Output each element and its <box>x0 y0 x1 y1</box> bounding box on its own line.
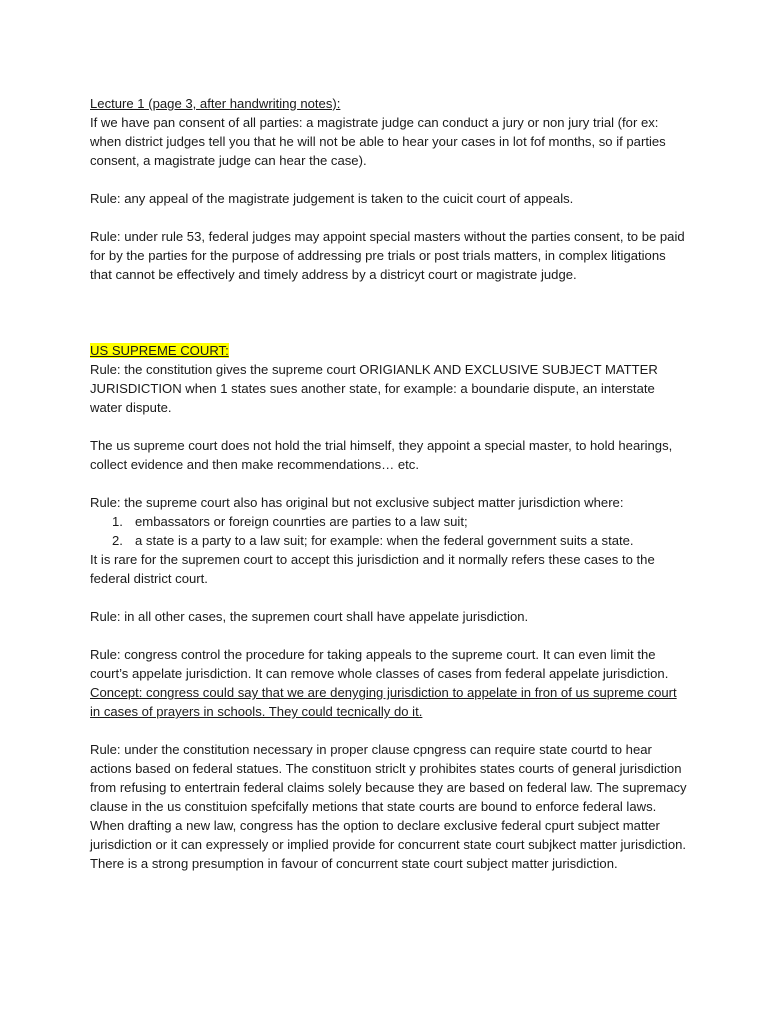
list-item-text: embassators or foreign counrties are parties to a law suit; <box>135 514 468 529</box>
supreme-court-heading-text: US SUPREME COURT: <box>90 343 229 358</box>
rule-not-exclusive: Rule: the supreme court also has original but not exclusive subject matter jurisdiction where: <box>90 495 624 510</box>
rule-appellate: Rule: in all other cases, the supremen court shall have appelate jurisdiction. <box>90 609 529 624</box>
list-item-text: a state is a party to a law suit; for example: when the federal government suits a state. <box>135 533 634 548</box>
concept-text: Concept: congress could say that we are denyging jurisdiction to appelate in fron of us supreme court in cases of prayers in schools. They could tecnically do it. <box>90 685 677 719</box>
lecture-heading <box>90 94 690 113</box>
concept-paragraph <box>90 683 690 721</box>
special-master-paragraph: The us supreme court does not hold the trial himself, they appoint a special master, to hold hearings, collect evidence and then make recommendations… etc. <box>90 438 673 472</box>
rare-jurisdiction-paragraph: It is rare for the supremen court to accept this jurisdiction and it normally refers these cases to the federal district court. <box>90 552 655 586</box>
jurisdiction-list <box>90 512 690 550</box>
document-page <box>90 94 690 873</box>
list-item <box>90 531 690 550</box>
rule-53: Rule: under rule 53, federal judges may appoint special masters without the parties consent, to be paid for by the parties for the purpose of addressing pre trials or post trials matters, in complex litigations that cannot be effectively and timely address by a districyt court or magistrate judge. <box>90 229 685 282</box>
rule-appeal: Rule: any appeal of the magistrate judgement is taken to the cuicit court of appeals. <box>90 191 574 206</box>
list-item-number: 1. <box>112 514 123 529</box>
list-item-number: 2. <box>112 533 123 548</box>
rule-necessary-proper: Rule: under the constitution necessary in proper clause cpngress can require state courtd to hear actions based on federal statues. The constituon striclt y prohibites states courts of general jurisdiction from refusing to entertrain federal claims solely because they are based on federal law. The supremacy clause in the us constituion spefcifally metions that state courts are bound to enforce federal laws. When drafting a new law, congress has the option to declare exclusive federal cpurt subject matter jurisdiction or it can expressely or implied provide for concurrent state court subjkect matter jurisdiction. There is a strong presumption in favour of concurrent state court subject matter jurisdiction. <box>90 742 687 871</box>
rule-original-jurisdiction: Rule: the constitution gives the supreme court ORIGIANLK AND EXCLUSIVE SUBJECT MATTER JURISDICTION when 1 states sues another state, for example: a boundarie dispute, an interstate water dispute. <box>90 362 658 415</box>
supreme-court-heading <box>90 341 690 360</box>
lecture-heading-text: Lecture 1 (page 3, after handwriting notes): <box>90 96 341 111</box>
list-item <box>90 512 690 531</box>
rule-congress: Rule: congress control the procedure for taking appeals to the supreme court. It can even limit the court’s appelate jurisdiction. It can remove whole classes of cases from federal appelate jurisdiction. <box>90 647 669 681</box>
lecture-intro: If we have pan consent of all parties: a magistrate judge can conduct a jury or non jury trial (for ex: when district judges tell you that he will not be able to hear your cases in lot fof months, so if parties consent, a magistrate judge can hear the case). <box>90 115 666 168</box>
